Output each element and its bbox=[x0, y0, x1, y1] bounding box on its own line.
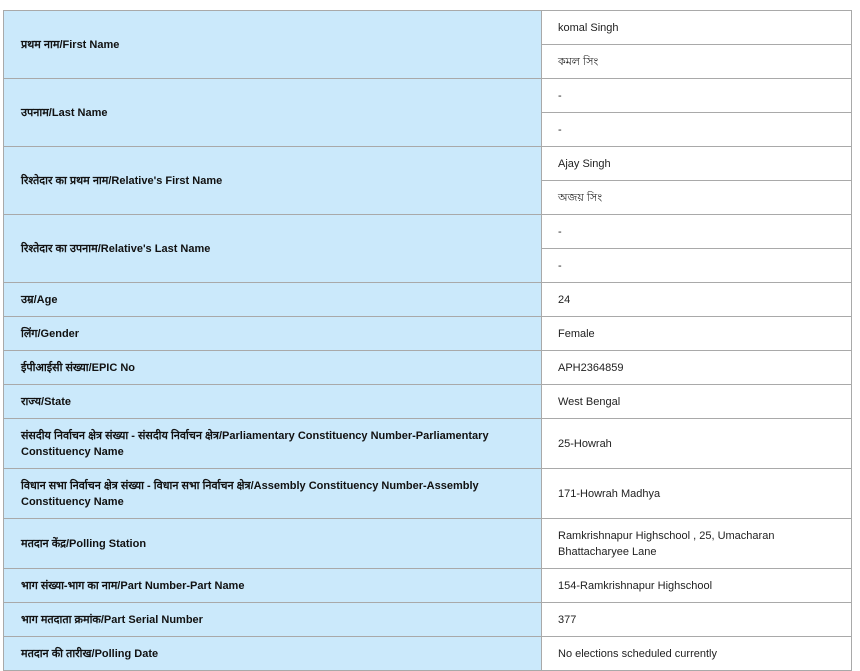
first-name-label: प्रथम नाम/First Name bbox=[4, 11, 542, 79]
relative-last-name-label: रिश्तेदार का उपनाम/Relative's Last Name bbox=[4, 215, 542, 283]
polling-date-value: No elections scheduled currently bbox=[542, 637, 852, 671]
first-name-regional-value: কমল সিং bbox=[542, 45, 852, 79]
part-number-name-value: 154-Ramkrishnapur Highschool bbox=[542, 569, 852, 603]
relative-first-name-label: रिश्तेदार का प्रथम नाम/Relative's First Name bbox=[4, 147, 542, 215]
last-name-english-value: - bbox=[542, 79, 852, 113]
epic-no-value: APH2364859 bbox=[542, 351, 852, 385]
relative-last-name-english-value: - bbox=[542, 215, 852, 249]
assembly-constituency-label: विधान सभा निर्वाचन क्षेत्र संख्या - विधान सभा निर्वाचन क्षेत्र/Assembly Constituency Number-Assembly Constituency Name bbox=[4, 469, 542, 519]
gender-label: लिंग/Gender bbox=[4, 317, 542, 351]
table-row-polling-date bbox=[4, 637, 852, 671]
table-row-relative-first-name bbox=[4, 147, 852, 181]
epic-no-label: ईपीआईसी संख्या/EPIC No bbox=[4, 351, 542, 385]
first-name-english-value: komal Singh bbox=[542, 11, 852, 45]
table-row-assembly-constituency bbox=[4, 469, 852, 519]
assembly-constituency-value: 171-Howrah Madhya bbox=[542, 469, 852, 519]
part-serial-number-label: भाग मतदाता क्रमांक/Part Serial Number bbox=[4, 603, 542, 637]
part-serial-number-value: 377 bbox=[542, 603, 852, 637]
last-name-regional-value: - bbox=[542, 113, 852, 147]
polling-station-label: मतदान केंद्र/Polling Station bbox=[4, 519, 542, 569]
table-row-state bbox=[4, 385, 852, 419]
voter-details-panel bbox=[3, 10, 851, 671]
parliamentary-constituency-value: 25-Howrah bbox=[542, 419, 852, 469]
last-name-label: उपनाम/Last Name bbox=[4, 79, 542, 147]
table-row-age bbox=[4, 283, 852, 317]
table-row-epic-no bbox=[4, 351, 852, 385]
part-number-name-label: भाग संख्या-भाग का नाम/Part Number-Part Name bbox=[4, 569, 542, 603]
age-value: 24 bbox=[542, 283, 852, 317]
table-row-gender bbox=[4, 317, 852, 351]
relative-last-name-regional-value: - bbox=[542, 249, 852, 283]
table-row-part-number-name bbox=[4, 569, 852, 603]
table-row-relative-last-name bbox=[4, 215, 852, 249]
polling-station-value: Ramkrishnapur Highschool , 25, Umacharan Bhattacharyee Lane bbox=[542, 519, 852, 569]
table-row-polling-station bbox=[4, 519, 852, 569]
age-label: उम्र/Age bbox=[4, 283, 542, 317]
gender-value: Female bbox=[542, 317, 852, 351]
voter-details-table bbox=[3, 10, 852, 671]
relative-first-name-english-value: Ajay Singh bbox=[542, 147, 852, 181]
table-row-first-name bbox=[4, 11, 852, 45]
state-label: राज्य/State bbox=[4, 385, 542, 419]
table-row-last-name bbox=[4, 79, 852, 113]
table-row-parliamentary-constituency bbox=[4, 419, 852, 469]
table-row-part-serial-number bbox=[4, 603, 852, 637]
polling-date-label: मतदान की तारीख/Polling Date bbox=[4, 637, 542, 671]
parliamentary-constituency-label: संसदीय निर्वाचन क्षेत्र संख्या - संसदीय निर्वाचन क्षेत्र/Parliamentary Constituency Number-Parliamentary Constituency Name bbox=[4, 419, 542, 469]
relative-first-name-regional-value: অজয় সিং bbox=[542, 181, 852, 215]
state-value: West Bengal bbox=[542, 385, 852, 419]
